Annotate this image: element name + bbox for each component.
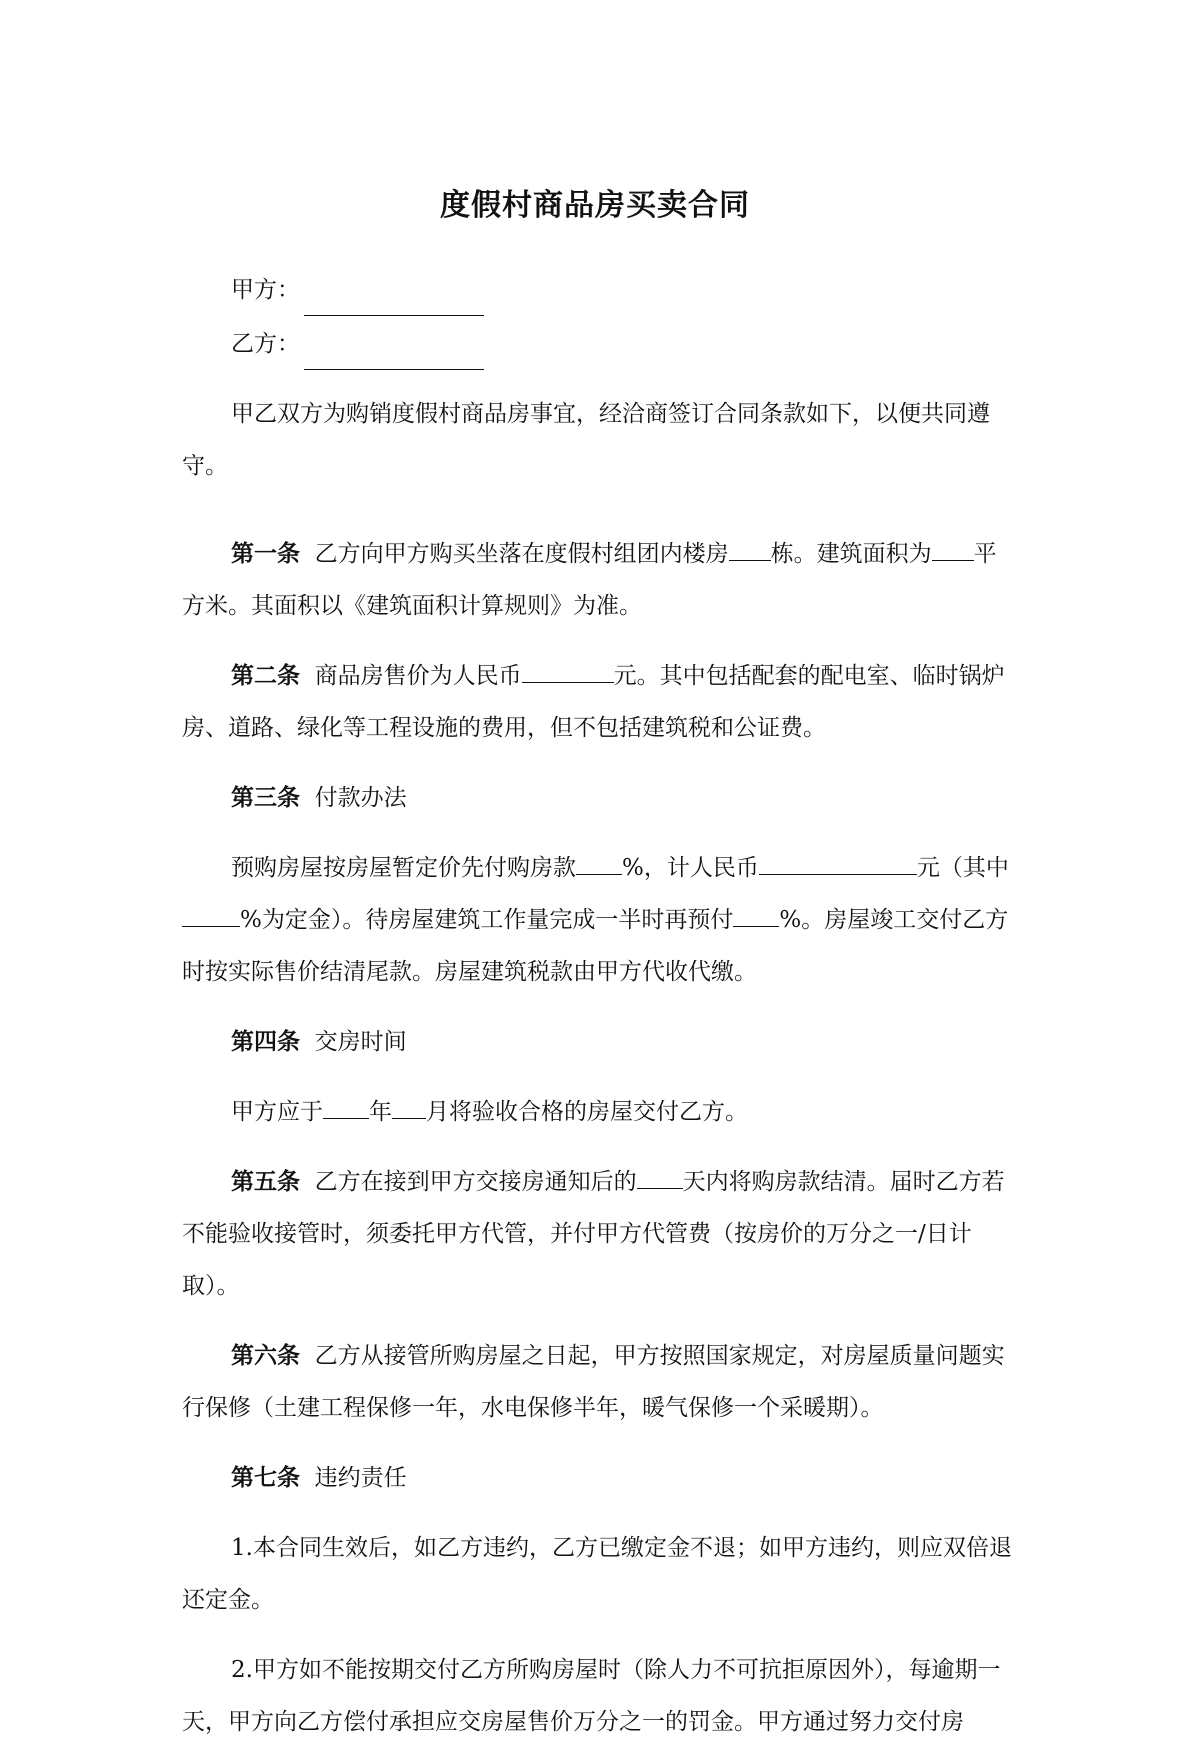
article-4-title: 交房时间 <box>314 1029 407 1055</box>
article-6-text: 乙方从接管所购房屋之日起，甲方按照国家规定，对房屋质量问题实行保修（土建工程保修一年，水电保修半年，暖气保修一个采暖期）。 <box>182 1343 1005 1421</box>
article-1-text-2: 栋。建筑面积为 <box>770 541 932 567</box>
party-b-blank <box>304 339 484 370</box>
document-title: 度假村商品房买卖合同 <box>440 188 750 223</box>
article-7-heading-line <box>182 1452 1017 1504</box>
article-3-body <box>182 842 1017 998</box>
article-2-blank-price <box>522 660 614 683</box>
party-a-line <box>182 264 1017 316</box>
article-2-heading: 第二条 <box>231 663 300 689</box>
article-3-heading: 第三条 <box>231 785 300 811</box>
article-1-text-1: 乙方向甲方购买坐落在度假村组团内楼房 <box>314 541 729 567</box>
article-3-blank-percent <box>576 852 622 875</box>
article-7-heading: 第七条 <box>231 1465 300 1491</box>
article-3-text-3: 元（其中 <box>916 855 1009 881</box>
article-4-heading: 第四条 <box>231 1029 300 1055</box>
article-7-item-1: 1.本合同生效后，如乙方违约，乙方已缴定金不退；如甲方违约，则应双倍退还定金。 <box>182 1535 1012 1613</box>
article-5-heading: 第五条 <box>231 1169 300 1195</box>
article-2 <box>182 650 1017 754</box>
article-6-heading: 第六条 <box>231 1343 300 1369</box>
article-3-blank-deposit <box>182 904 240 927</box>
article-4-blank-month <box>392 1096 426 1119</box>
article-5-blank-days <box>637 1166 683 1189</box>
article-2-text-1: 商品房售价为人民币 <box>314 663 522 689</box>
article-3-text-4: %为定金）。待房屋建筑工作量完成一半时再预付 <box>240 907 734 933</box>
article-2-text-2: 元。其中包括配套的配电室、临时锅炉房、道路、绿化等工程设施的费用，但不包括建筑税和公证费。 <box>182 663 1005 741</box>
article-4-body <box>182 1086 1017 1138</box>
article-3-text-1: 预购房屋按房屋暂定价先付购房款 <box>231 855 576 881</box>
article-6 <box>182 1330 1017 1434</box>
article-3-title: 付款办法 <box>314 785 407 811</box>
document-body <box>182 264 1017 1748</box>
article-4-text-3: 月将验收合格的房屋交付乙方。 <box>426 1099 748 1125</box>
article-3-text-2: %，计人民币 <box>622 855 759 881</box>
article-7-item-2: 2.甲方如不能按期交付乙方所购房屋时（除人力不可抗拒原因外），每逾期一天，甲方向乙方偿付承担应交房屋售价万分之一的罚金。甲方通过努力交付房 <box>182 1657 1001 1735</box>
article-1-blank-area <box>932 538 974 561</box>
article-5-text-1: 乙方在接到甲方交接房通知后的 <box>314 1169 637 1195</box>
article-3-blank-second <box>733 904 779 927</box>
article-1-heading: 第一条 <box>231 541 300 567</box>
intro-paragraph: 甲乙双方为购销度假村商品房事宜，经洽商签订合同条款如下，以便共同遵守。 <box>182 401 990 479</box>
party-a-blank <box>304 285 484 316</box>
article-4-text-2: 年 <box>369 1099 392 1125</box>
article-4-heading-line <box>182 1016 1017 1068</box>
article-3-heading-line <box>182 772 1017 824</box>
article-3-blank-amount <box>759 852 917 875</box>
article-1-blank-buildings <box>729 538 771 561</box>
party-b-label: 乙方： <box>231 331 300 357</box>
article-7-title: 违约责任 <box>314 1465 407 1491</box>
article-5 <box>182 1156 1017 1312</box>
article-4-text-1: 甲方应于 <box>231 1099 323 1125</box>
article-3-text-5: %。房屋竣工交付乙方时按实际售价结清尾款。房屋建筑税款由甲方代收代缴。 <box>182 907 1009 985</box>
article-4-blank-year <box>323 1096 369 1119</box>
party-b-line <box>182 318 1017 370</box>
article-1-text-3: 平方米。其面积以《建筑面积计算规则》为准。 <box>182 541 997 619</box>
article-5-text-2: 天内将购房款结清。届时乙方若不能验收接管时，须委托甲方代管，并付甲方代管费（按房价的万分之一/日计取）。 <box>182 1169 1005 1299</box>
article-1 <box>182 528 1017 632</box>
party-a-label: 甲方： <box>231 277 300 303</box>
